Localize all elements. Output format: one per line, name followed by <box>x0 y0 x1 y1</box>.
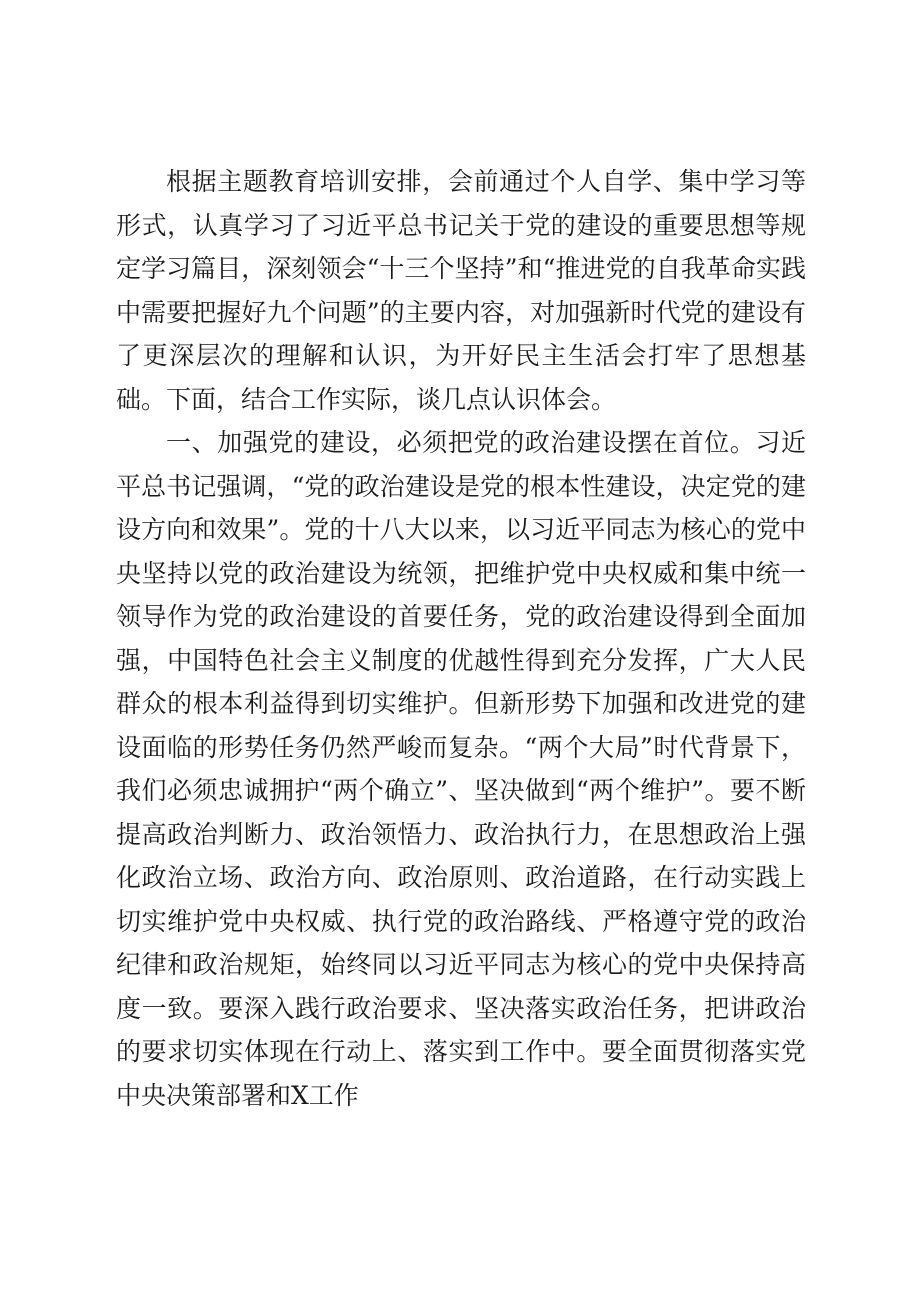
document-body <box>116 160 806 1117</box>
paragraph-section-one: 一、加强党的建设，必须把党的政治建设摆在首位。习近平总书记强调，“党的政治建设是党的根本性建设，决定党的建设方向和效果”。党的十八大以来，以习近平同志为核心的党中央坚持以党的政治建设为统领，把维护党中央权威和集中统一领导作为党的政治建设的首要任务，党的政治建设得到全面加强，中国特色社会主义制度的优越性得到充分发挥，广大人民群众的根本利益得到切实维护。但新形势下加强和改进党的建设面临的形势任务仍然严峻而复杂。“两个大局”时代背景下，我们必须忠诚拥护“两个确立”、坚决做到“两个维护”。要不断提高政治判断力、政治领悟力、政治执行力，在思想政治上强化政治立场、政治方向、政治原则、政治道路，在行动实践上切实维护党中央权威、执行党的政治路线、严格遵守党的政治纪律和政治规矩，始终同以习近平同志为核心的党中央保持高度一致。要深入践行政治要求、坚决落实政治任务，把讲政治的要求切实体现在行动上、落实到工作中。要全面贯彻落实党中央决策部署和X工作 <box>116 428 806 1110</box>
paragraph-intro: 根据主题教育培训安排，会前通过个人自学、集中学习等形式，认真学习了习近平总书记关于党的建设的重要思想等规定学习篇目，深刻领会“十三个坚持”和“推进党的自我革命实践中需要把握好九个问题”的主要内容，对加强新时代党的建设有了更深层次的理解和认识，为开好民主生活会打牢了思想基础。下面，结合工作实际，谈几点认识体会。 <box>116 167 806 414</box>
